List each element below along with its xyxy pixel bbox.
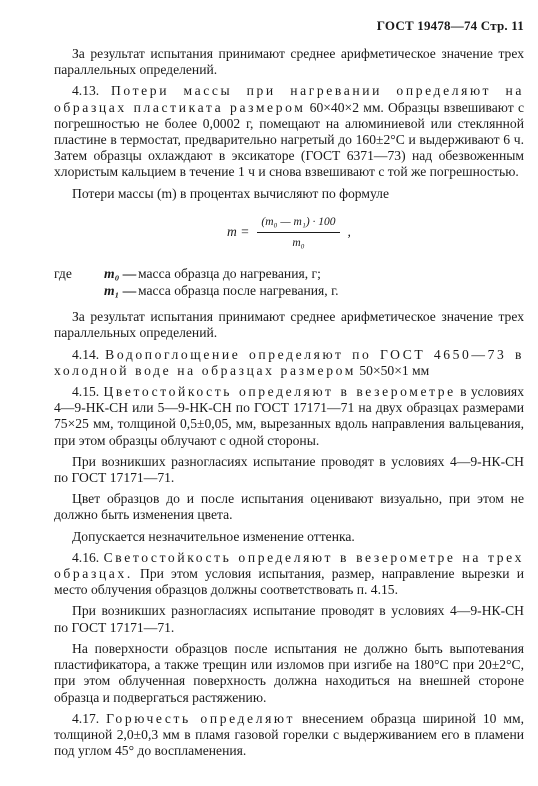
legend-row [54,265,524,282]
page-header: ГОСТ 19478—74 Стр. 11 [376,18,524,33]
formula-numerator: (m₀ — m₁) · 100 [257,214,339,233]
paragraph-result-2: За результат испытания принимают среднее арифметическое значение трех параллельных определений. [54,309,524,341]
formula-legend [54,265,524,299]
clause-number: 4.15. [72,384,100,400]
legend-symbol: m₁ — [104,283,137,299]
paragraph-surface-check: На поверхности образцов после испытания не должно быть выпотевания пластификатора, а также трещин или изломов при изгибе на 180°С при 20±2°С, при этом облученная поверхность должна находиться на внешней стороне образца и подвергаться растяжению. [54,640,524,705]
clause-term: Потери массы при нагревании определяют на образцах пластиката размером [54,83,524,115]
paragraph-dispute-1: При возникших разногласиях испытание проводят в условиях 4—9-НК-СН по ГОСТ 17171—71. [54,453,524,486]
clause-number: 4.17. [72,710,100,726]
clause-term: Водопоглощение определяют по ГОСТ 4650—73 в холодной воде на образцах размером [54,346,524,378]
clause-term: Горючесть определяют [106,710,296,726]
clause-term: Светостойкость определяют в везерометре на трех образцах. [54,549,524,582]
paragraph-color-check: Цвет образцов до и после испытания оценивают визуально, при этом не должно быть изменения цвета. [54,491,524,523]
legend-lead: где [54,266,72,282]
clause-number: 4.13. [72,83,100,99]
mass-loss-formula [54,214,524,251]
legend-symbol: m₀ — [104,266,137,282]
paragraph-result-1: За результат испытания принимают среднее арифметическое значение трех параллельных определений. [54,46,524,78]
clause-number: 4.16. [72,549,100,565]
paragraph-4-16 [54,550,524,599]
paragraph-4-14 [54,347,524,379]
legend-text: масса образца до нагревания, г; [138,266,321,282]
clause-text: 60×40×2 мм. Образцы взвешивают с погрешностью не более 0,0002 г, помещают на алюминиевой или стеклянной пластине в термостат, предварительно нагретый до 160±2°С и выдерживают 6 ч. Затем образцы охлаждают в эксикаторе (ГОСТ 6371—73) над обезвоженным хлористым кальцием в течение 1 ч и снова взвешивают с той же погрешностью. [54,99,524,180]
clause-text: 50×50×1 мм [359,362,430,378]
paragraph-4-15 [54,384,524,449]
legend-row [54,282,524,299]
paragraph-4-13 [54,83,524,180]
formula-fraction [257,214,339,251]
legend-lead [54,282,104,299]
paragraph-tint-allowed: Допускается незначительное изменение оттенка. [72,528,355,544]
formula-denominator: m₀ [292,237,305,250]
document-body [54,46,524,764]
clause-term: Цветостойкость определяют в везерометре [103,384,456,400]
formula-lhs: m = [227,224,250,240]
paragraph-formula-intro: Потери массы (m) в процентах вычисляют по формуле [72,185,389,201]
paragraph-dispute-2: При возникших разногласиях испытание проводят в условиях 4—9-НК-СН по ГОСТ 17171—71. [54,603,524,635]
paragraph-4-17 [54,711,524,760]
formula-tail: , [347,224,351,240]
clause-text: в условиях 4—9-НК-СН или 5—9-НК-СН по ГОСТ 17171—71 на двух образцах размерами 75×25 мм, толщиной 0,5±0,05, мм, вырезанных вдоль направления вальцевания, при этом образцы облучают с одной стороны. [54,384,524,448]
clause-text: При этом условия испытания, размер, направление вырезки и место облучения образцов должны соответствовать п. 4.15. [54,566,524,598]
legend-text: масса образца после нагревания, г. [138,283,339,299]
clause-number: 4.14. [72,346,100,362]
clause-text: внесением образца шириной 10 мм, толщиной 2,0±0,3 мм в пламя газовой горелки с выдерживанием его в пламени под углом 45° до воспламенения. [54,710,524,759]
